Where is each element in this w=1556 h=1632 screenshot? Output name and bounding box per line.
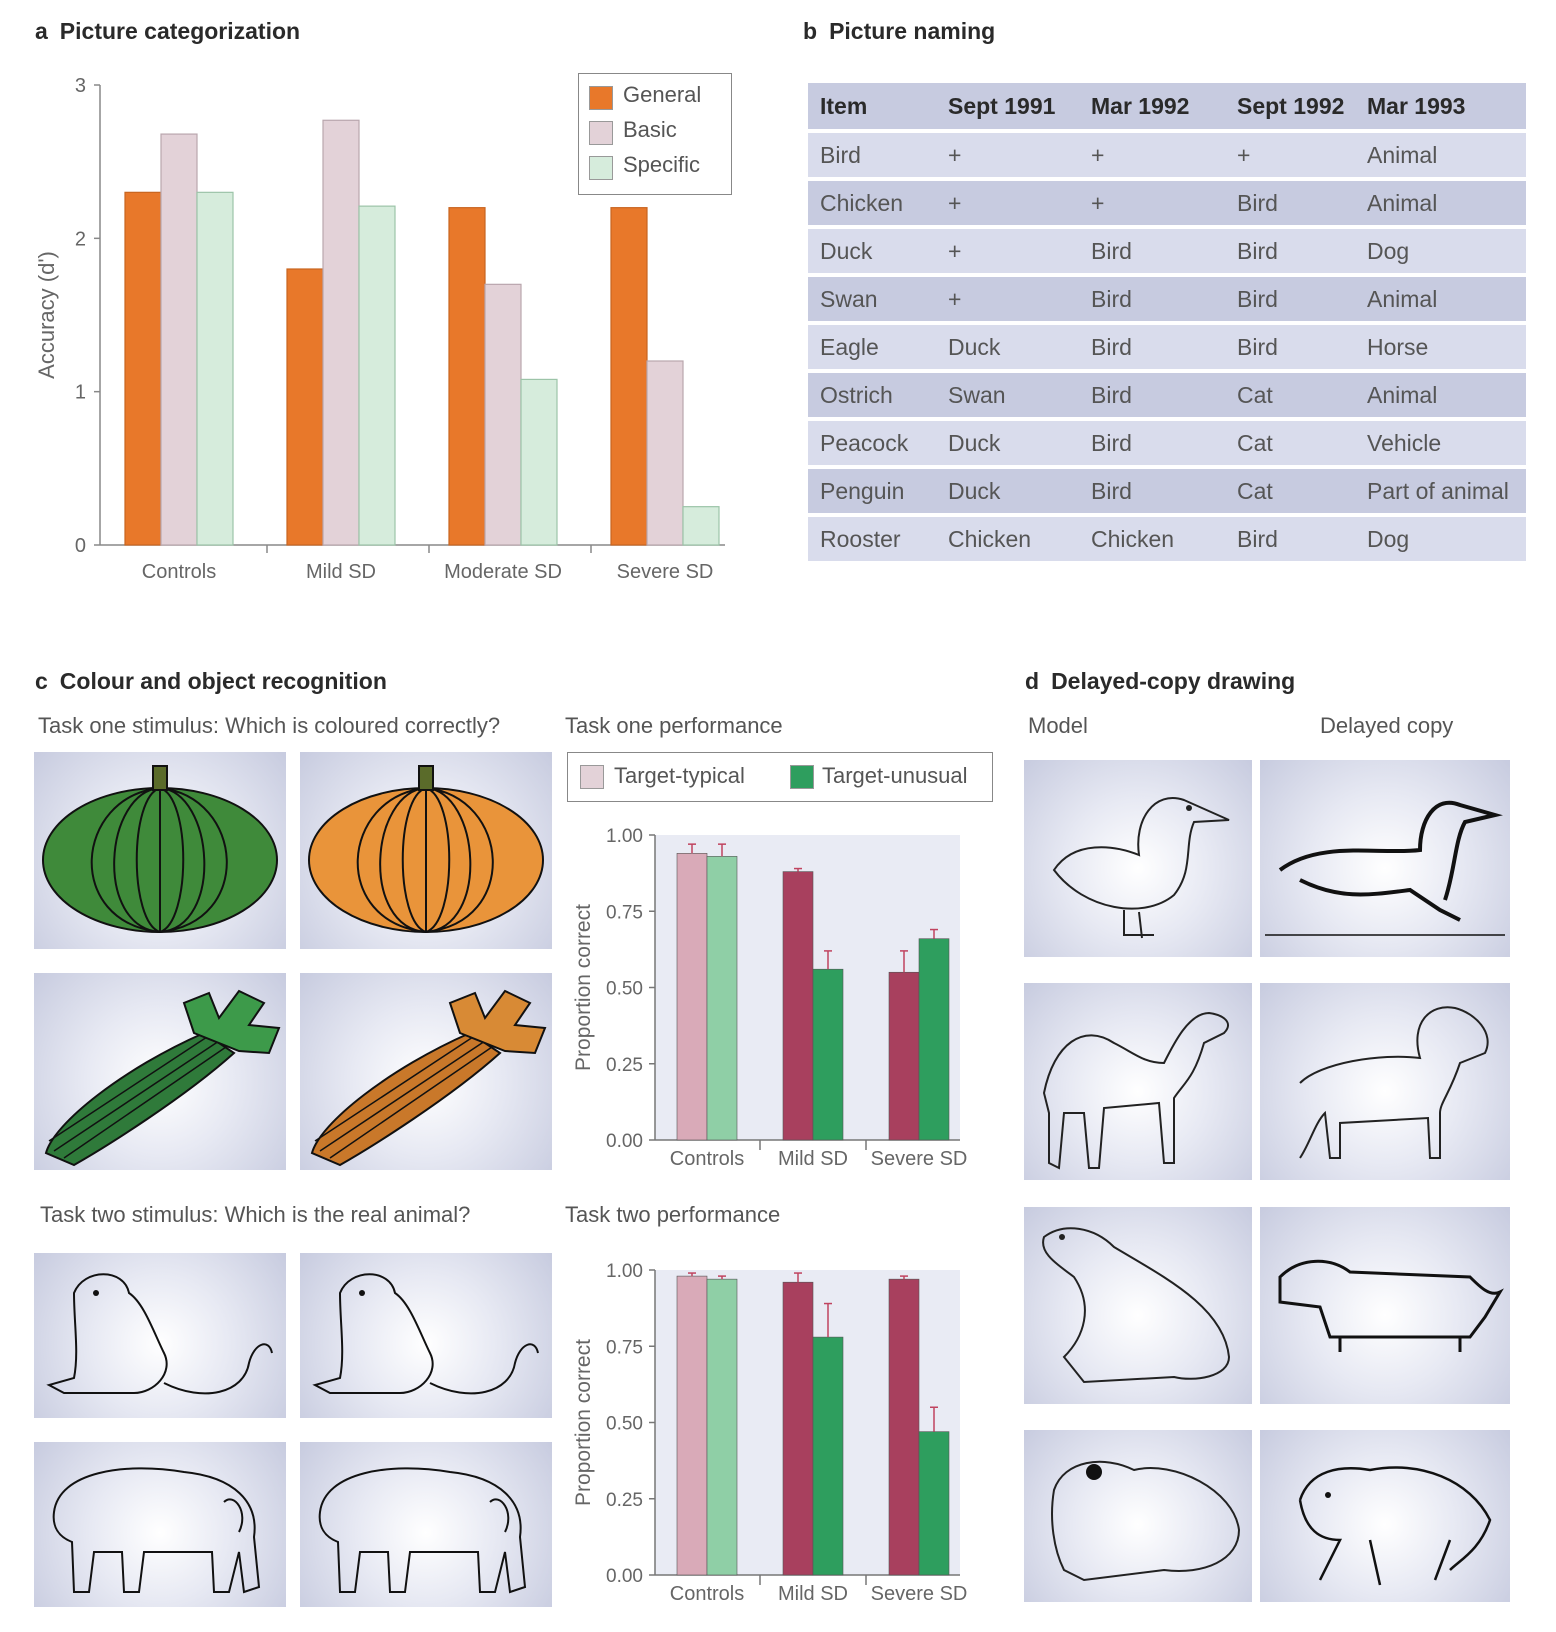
bar-unusual-controls: [707, 856, 737, 1140]
table-cell: Cat: [1225, 421, 1355, 465]
x-tick-label: Moderate SD: [444, 561, 562, 583]
x-tick-label: Mild SD: [777, 1148, 849, 1170]
table-cell: Bird: [1079, 469, 1225, 513]
table-cell: Rooster: [808, 517, 936, 561]
y-axis-label: Proportion correct: [572, 1339, 595, 1506]
basic-swatch: [589, 121, 613, 145]
table-cell: Bird: [1225, 229, 1355, 273]
table-cell: +: [936, 229, 1079, 273]
duck-model-drawing: [1024, 760, 1252, 957]
y-tick-label: 0.50: [606, 1413, 643, 1435]
camel-model-drawing: [1024, 983, 1252, 1180]
x-tick-label: Controls: [669, 1583, 745, 1605]
legend-target-unusual: Target-unusual: [822, 763, 968, 788]
task-two-stimulus-label: Task two stimulus: Which is the real animal?: [40, 1202, 471, 1227]
header-sept-1991: Sept 1991: [936, 83, 1079, 129]
specific-swatch: [589, 156, 613, 180]
y-axis-label: Accuracy (d'): [34, 251, 59, 379]
table-cell: Bird: [808, 133, 936, 177]
legend-target-typical: Target-typical: [614, 763, 745, 788]
table-cell: +: [936, 181, 1079, 225]
typical-swatch: [580, 765, 604, 789]
table-cell: +: [936, 277, 1079, 321]
y-tick-label: 0.50: [606, 978, 643, 1000]
table-cell: Bird: [1225, 325, 1355, 369]
y-tick-label: 0.00: [606, 1566, 643, 1587]
bar-basic-moderate-sd: [485, 284, 521, 545]
table-cell: Bird: [1079, 277, 1225, 321]
x-tick-label: Severe SD: [870, 1583, 968, 1605]
table-cell: Chicken: [936, 517, 1079, 561]
header-mar-1992: Mar 1992: [1079, 83, 1225, 129]
bar-unusual-mild-sd: [813, 1337, 843, 1575]
table-cell: Peacock: [808, 421, 936, 465]
seal-copy-drawing: [1260, 1207, 1510, 1404]
bar-basic-controls: [161, 134, 197, 545]
bar-specific-severe-sd: [683, 507, 719, 545]
table-cell: Bird: [1225, 517, 1355, 561]
table-cell: Duck: [936, 325, 1079, 369]
general-swatch: [589, 86, 613, 110]
panel-a-title: a Picture categorization: [35, 18, 301, 44]
bar-general-moderate-sd: [449, 208, 485, 545]
y-axis-label: Proportion correct: [572, 904, 595, 1071]
bar-basic-mild-sd: [323, 120, 359, 545]
table-cell: +: [1225, 133, 1355, 177]
table-cell: Animal: [1355, 133, 1526, 177]
header-mar-1993: Mar 1993: [1355, 83, 1526, 129]
table-cell: Bird: [1079, 421, 1225, 465]
bar-unusual-severe-sd: [919, 939, 949, 1140]
y-tick-label: 3: [74, 75, 86, 97]
bar-typical-severe-sd: [889, 972, 919, 1140]
bar-typical-mild-sd: [783, 1282, 813, 1575]
y-tick-label: 1.00: [606, 1261, 643, 1282]
table-cell: Chicken: [1079, 517, 1225, 561]
legend-basic: Basic: [623, 117, 677, 142]
task-two-chart: [560, 1250, 1000, 1630]
model-column-label: Model: [1028, 713, 1088, 738]
table-cell: Penguin: [808, 469, 936, 513]
table-row: [808, 229, 1526, 273]
bar-typical-severe-sd: [889, 1279, 919, 1575]
seal-model-drawing: [1024, 1207, 1252, 1404]
bar-unusual-controls: [707, 1279, 737, 1575]
table-cell: Part of animal: [1355, 469, 1526, 513]
bar-general-mild-sd: [287, 269, 323, 545]
task-two-performance-label: Task two performance: [565, 1202, 781, 1227]
green-pumpkin-image: [34, 752, 286, 949]
table-row: [808, 277, 1526, 321]
y-tick-label: 1.00: [606, 826, 643, 847]
table-row: [808, 133, 1526, 177]
bar-unusual-mild-sd: [813, 969, 843, 1140]
table-row: [808, 181, 1526, 225]
x-tick-label: Mild SD: [305, 561, 377, 583]
table-cell: Chicken: [808, 181, 936, 225]
duck-copy-drawing: [1260, 760, 1510, 957]
bar-typical-controls: [677, 853, 707, 1140]
bar-specific-moderate-sd: [521, 379, 557, 545]
task-one-chart: [560, 815, 1000, 1195]
bar-unusual-severe-sd: [919, 1432, 949, 1575]
table-cell: Cat: [1225, 469, 1355, 513]
table-cell: Swan: [936, 373, 1079, 417]
bar-typical-controls: [677, 1276, 707, 1575]
y-tick-label: 2: [74, 228, 86, 251]
table-cell: +: [936, 133, 1079, 177]
bar-specific-controls: [197, 192, 233, 545]
table-cell: Animal: [1355, 373, 1526, 417]
table-cell: Bird: [1225, 181, 1355, 225]
monkey-modified-image: [300, 1253, 552, 1418]
elephant-modified-image: [300, 1442, 552, 1607]
table-cell: +: [1079, 181, 1225, 225]
panel-d-title: d Delayed-copy drawing: [1025, 668, 1296, 694]
table-row: [808, 517, 1526, 561]
table-header-row: [808, 83, 1526, 129]
frog-model-drawing: [1024, 1430, 1252, 1602]
table-cell: Bird: [1079, 373, 1225, 417]
table-row: [808, 325, 1526, 369]
orange-celery-image: [300, 973, 552, 1170]
bar-general-severe-sd: [611, 208, 647, 545]
table-cell: Swan: [808, 277, 936, 321]
table-cell: Dog: [1355, 517, 1526, 561]
table-cell: Ostrich: [808, 373, 936, 417]
y-tick-label: 0.25: [606, 1489, 643, 1511]
x-tick-label: Controls: [669, 1148, 745, 1170]
naming-table-wrap: [808, 79, 1526, 565]
table-cell: Dog: [1355, 229, 1526, 273]
bar-typical-mild-sd: [783, 872, 813, 1140]
y-tick-label: 0.75: [606, 902, 643, 924]
delayed-copy-column-label: Delayed copy: [1320, 713, 1454, 738]
unusual-swatch: [790, 765, 814, 789]
legend-general: General: [623, 82, 702, 107]
naming-table: [808, 79, 1526, 565]
task-one-stimulus-label: Task one stimulus: Which is coloured correctly?: [38, 713, 501, 738]
camel-copy-drawing: [1260, 983, 1510, 1180]
table-cell: Bird: [1079, 325, 1225, 369]
y-tick-label: 0: [74, 535, 86, 557]
task-one-legend: [567, 752, 993, 802]
bar-specific-mild-sd: [359, 206, 395, 545]
table-cell: Vehicle: [1355, 421, 1526, 465]
table-cell: Duck: [808, 229, 936, 273]
table-cell: Duck: [936, 469, 1079, 513]
header-sept-1992: Sept 1992: [1225, 83, 1355, 129]
categorization-legend: [578, 73, 732, 195]
y-tick-label: 0.25: [606, 1054, 643, 1076]
x-tick-label: Severe SD: [616, 561, 714, 583]
panel-b-title: b Picture naming: [803, 18, 996, 44]
frog-copy-drawing: [1260, 1430, 1510, 1602]
x-tick-label: Severe SD: [870, 1148, 968, 1170]
orange-pumpkin-image: [300, 752, 552, 949]
elephant-real-image: [34, 1442, 286, 1607]
table-cell: Animal: [1355, 181, 1526, 225]
panel-c-title: c Colour and object recognition: [35, 668, 387, 694]
table-cell: Eagle: [808, 325, 936, 369]
legend-specific: Specific: [623, 152, 701, 177]
y-tick-label: 1: [74, 381, 86, 404]
x-tick-label: Mild SD: [777, 1583, 849, 1605]
x-tick-label: Controls: [141, 561, 217, 583]
table-cell: Bird: [1225, 277, 1355, 321]
header-item: Item: [808, 83, 936, 129]
monkey-real-image: [34, 1253, 286, 1418]
table-cell: Duck: [936, 421, 1079, 465]
bar-general-controls: [125, 192, 161, 545]
table-cell: +: [1079, 133, 1225, 177]
y-tick-label: 0.75: [606, 1337, 643, 1359]
table-row: [808, 373, 1526, 417]
y-tick-label: 0.00: [606, 1131, 643, 1152]
table-row: [808, 421, 1526, 465]
table-cell: Animal: [1355, 277, 1526, 321]
table-cell: Horse: [1355, 325, 1526, 369]
bar-basic-severe-sd: [647, 361, 683, 545]
table-cell: Cat: [1225, 373, 1355, 417]
task-one-performance-label: Task one performance: [565, 713, 783, 738]
table-cell: Bird: [1079, 229, 1225, 273]
green-celery-image: [34, 973, 286, 1170]
table-row: [808, 469, 1526, 513]
